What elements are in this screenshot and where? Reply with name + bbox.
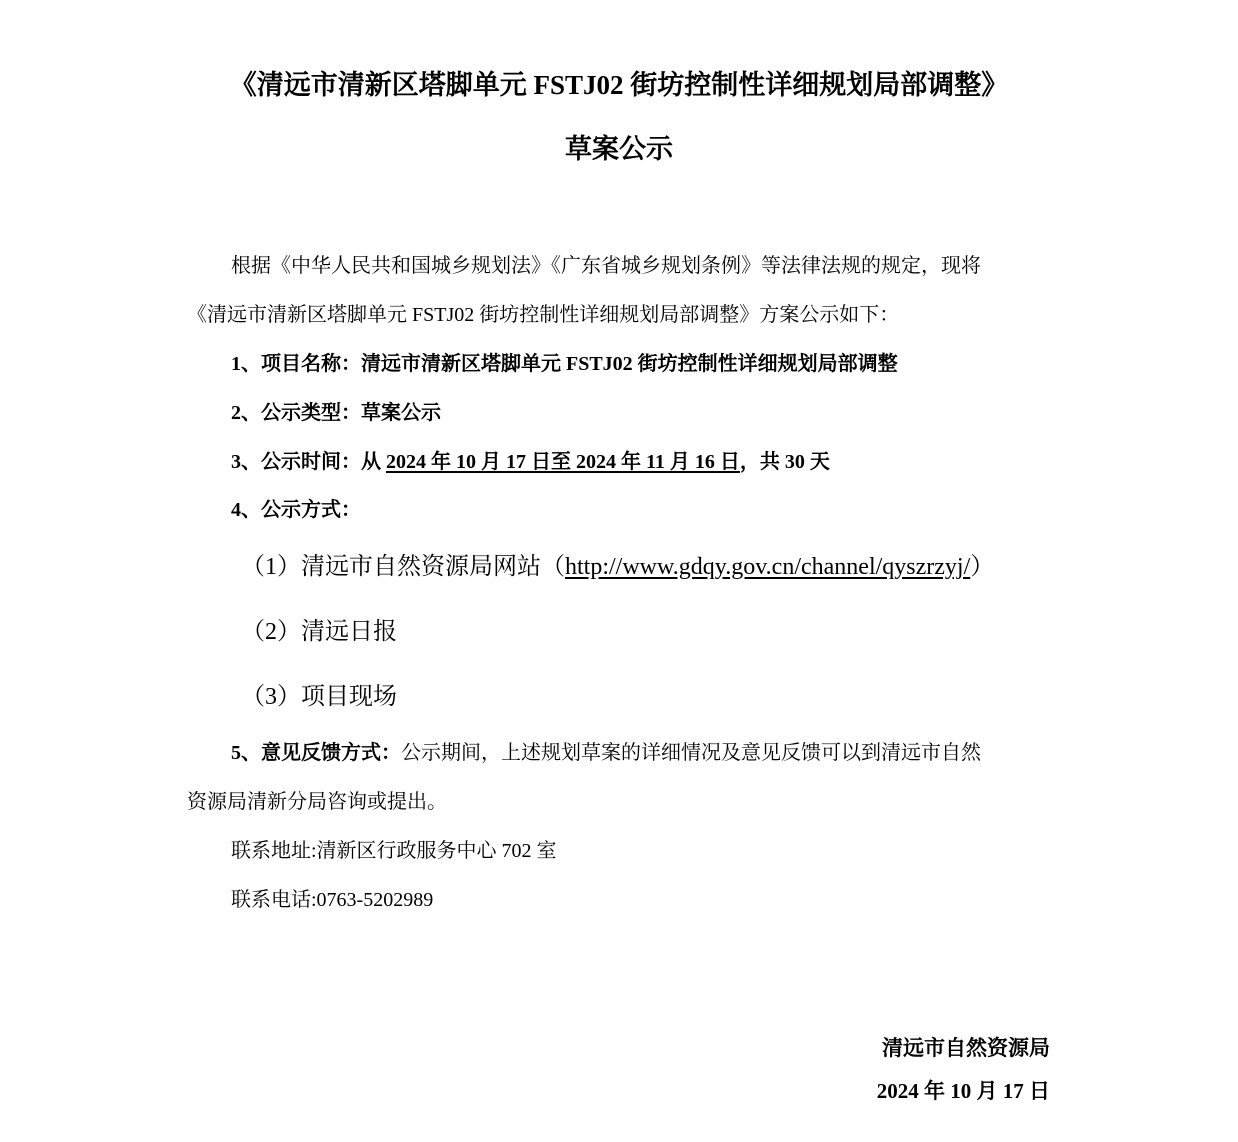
method-site: （3）项目现场 xyxy=(241,684,397,710)
item-type-value: 草案公示 xyxy=(361,402,441,424)
item-period-prefix: 从 xyxy=(361,451,386,473)
method-website-suffix: ） xyxy=(970,554,995,580)
contact-address: 联系地址:清新区行政服务中心 702 室 xyxy=(231,840,557,862)
signature-date: 2024 年 10 月 17 日 xyxy=(876,1079,1050,1103)
item-type-label: 2、公示类型： xyxy=(231,402,361,424)
feedback-line-2: 资源局清新分局咨询或提出。 xyxy=(187,791,447,813)
item-project-name xyxy=(231,351,898,377)
document-title: 《清远市清新区塔脚单元 FSTJ02 街坊控制性详细规划局部调整》 xyxy=(229,70,1009,100)
item-project-name-label: 1、项目名称： xyxy=(231,353,361,375)
feedback-text-1: 公示期间，上述规划草案的详细情况及意见反馈可以到清远市自然 xyxy=(401,742,981,764)
item-period-dates: 2024 年 10 月 17 日至 2024 年 11 月 16 日 xyxy=(386,451,740,473)
item-period-suffix: ，共 30 天 xyxy=(739,451,830,473)
feedback-label: 5、意见反馈方式： xyxy=(231,742,401,764)
signature-org: 清远市自然资源局 xyxy=(882,1036,1050,1060)
item-method: 4、公示方式： xyxy=(231,499,361,521)
intro-line-1: 根据《中华人民共和国城乡规划法》《广东省城乡规划条例》等法律法规的规定，现将 xyxy=(231,255,981,277)
item-type xyxy=(231,400,441,426)
document-subtitle: 草案公示 xyxy=(565,134,673,164)
item-project-name-value: 清远市清新区塔脚单元 FSTJ02 街坊控制性详细规划局部调整 xyxy=(361,353,898,375)
contact-phone: 联系电话:0763-5202989 xyxy=(231,889,434,911)
item-period xyxy=(231,449,830,475)
method-newspaper: （2）清远日报 xyxy=(241,619,397,645)
intro-line-2: 《清远市清新区塔脚单元 FSTJ02 街坊控制性详细规划局部调整》方案公示如下： xyxy=(187,304,900,326)
website-link[interactable]: http://www.gdqy.gov.cn/channel/qyszrzyj/ xyxy=(565,554,971,580)
feedback-line-1 xyxy=(231,740,981,766)
method-website xyxy=(241,552,994,582)
item-period-label: 3、公示时间： xyxy=(231,451,361,473)
method-website-prefix: （1）清远市自然资源局网站（ xyxy=(241,554,565,580)
